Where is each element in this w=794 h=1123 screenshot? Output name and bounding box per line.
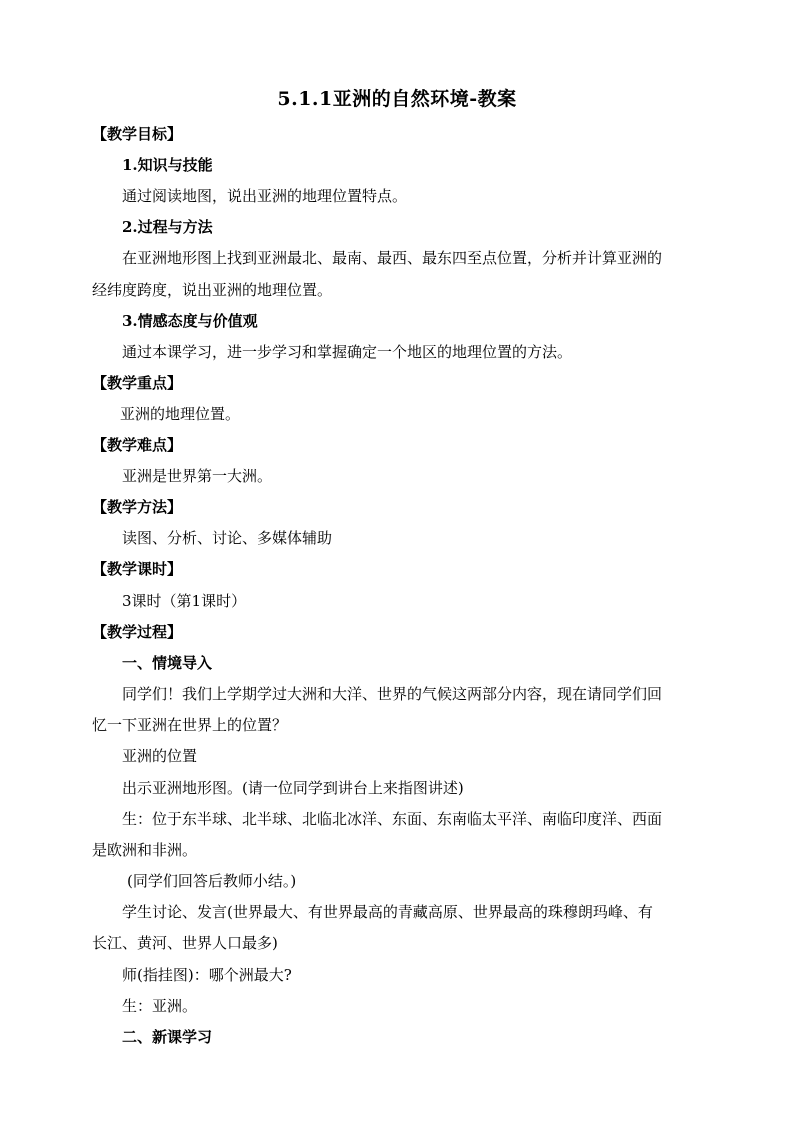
paragraph-line: 通过本课学习，进一步学习和掌握确定一个地区的地理位置的方法。 <box>122 343 573 361</box>
paragraph-line: 亚洲的位置 <box>122 747 198 765</box>
section-heading-process: 【教学过程】 <box>92 623 183 641</box>
paragraph-line: (同学们回答后教师小结。) <box>127 872 297 890</box>
paragraph-line: 是欧洲和非洲。 <box>92 841 198 859</box>
subheading-attitude-values: 3.情感态度与价值观 <box>122 312 258 330</box>
paragraph-line: 生：亚洲。 <box>122 997 198 1015</box>
paragraph-line: 通过阅读地图，说出亚洲的地理位置特点。 <box>122 187 408 205</box>
paragraph-line: 出示亚洲地形图。(请一位同学到讲台上来指图讲述) <box>122 779 464 797</box>
paragraph-line: 同学们！我们上学期学过大洲和大洋、世界的气候这两部分内容，现在请同学们回 <box>122 685 663 703</box>
paragraph-line: 经纬度跨度，说出亚洲的地理位置。 <box>92 281 333 299</box>
paragraph-line: 长江、黄河、世界人口最多) <box>92 934 278 952</box>
section-heading-objectives: 【教学目标】 <box>92 125 183 143</box>
section-heading-difficulties: 【教学难点】 <box>92 436 183 454</box>
section-heading-key-points: 【教学重点】 <box>92 374 183 392</box>
section-heading-periods: 【教学课时】 <box>92 560 183 578</box>
paragraph-line: 在亚洲地形图上找到亚洲最北、最南、最西、最东四至点位置，分析并计算亚洲的 <box>122 249 663 267</box>
section-heading-methods: 【教学方法】 <box>92 498 183 516</box>
paragraph-line: 学生讨论、发言(世界最大、有世界最高的青藏高原、世界最高的珠穆朗玛峰、有 <box>122 903 653 921</box>
paragraph-line: 师(指挂图)：哪个洲最大? <box>122 966 292 984</box>
document-title: 5.1.1亚洲的自然环境-教案 <box>277 88 517 110</box>
subheading-knowledge-skills: 1.知识与技能 <box>122 156 213 174</box>
paragraph-line: 3课时（第1课时） <box>122 592 247 610</box>
subheading-process-method: 2.过程与方法 <box>122 218 213 236</box>
paragraph-line: 忆一下亚洲在世界上的位置？ <box>92 716 288 734</box>
subheading-introduction: 一、情境导入 <box>122 654 213 672</box>
paragraph-line: 生：位于东半球、北半球、北临北冰洋、东面、东南临太平洋、南临印度洋、西面 <box>122 810 663 828</box>
paragraph-line: 读图、分析、讨论、多媒体辅助 <box>122 529 333 547</box>
paragraph-line: 亚洲的地理位置。 <box>120 405 241 423</box>
paragraph-line: 亚洲是世界第一大洲。 <box>122 467 273 485</box>
subheading-new-lesson: 二、新课学习 <box>122 1028 213 1046</box>
